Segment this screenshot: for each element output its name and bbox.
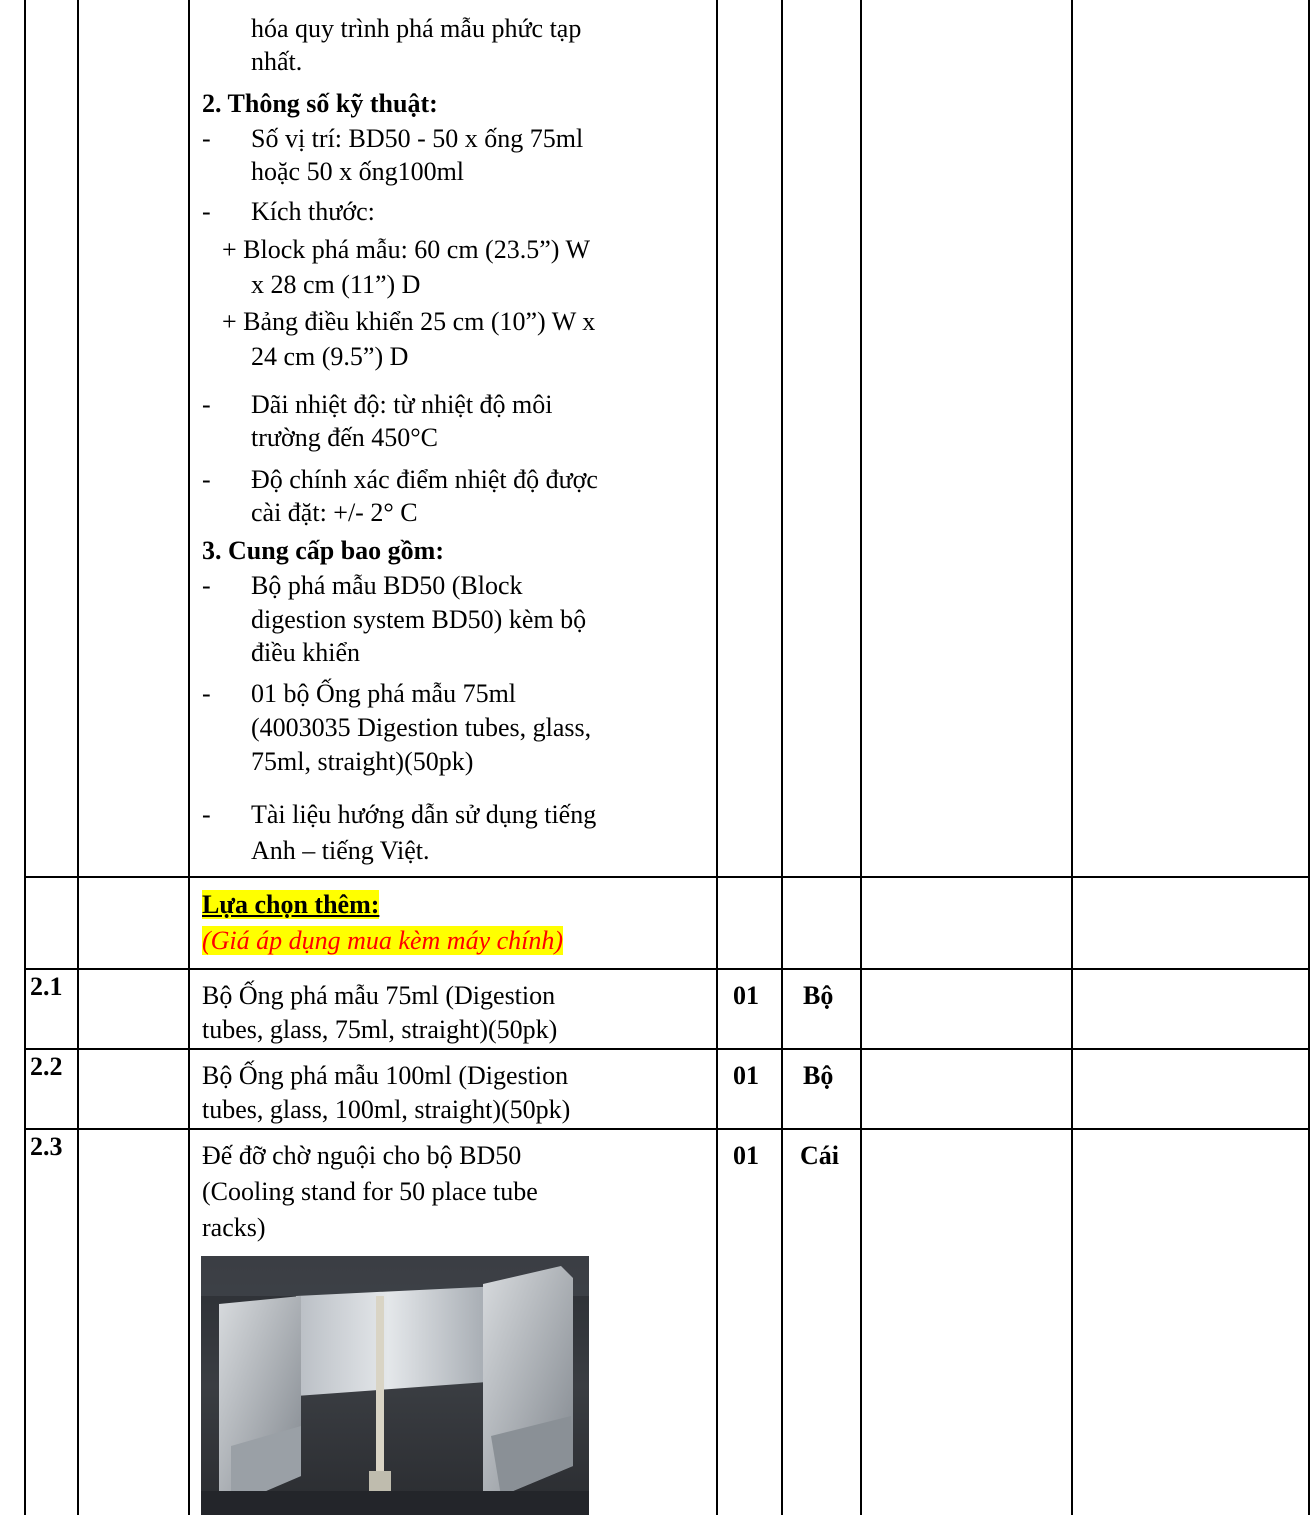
spec-line: x 28 cm (11”) D xyxy=(251,270,421,299)
row-number: 2.2 xyxy=(30,1052,63,1081)
spec-line: hoặc 50 x ống100ml xyxy=(251,157,465,186)
row-description: (Cooling stand for 50 place tube xyxy=(202,1177,538,1206)
spec-line: trường đến 450°C xyxy=(251,423,439,452)
supply-line: Tài liệu hướng dẫn sử dụng tiếng xyxy=(251,800,597,829)
row-description: Đế đỡ chờ nguội cho bộ BD50 xyxy=(202,1141,522,1170)
options-note-text: (Giá áp dụng mua kèm máy chính) xyxy=(202,926,564,955)
spec-line: + Block phá mẫu: 60 cm (23.5”) W xyxy=(222,235,590,264)
bullet-dash: - xyxy=(202,465,211,494)
spec-line: Độ chính xác điểm nhiệt độ được xyxy=(251,465,598,494)
table-border-col7 xyxy=(1071,0,1073,1515)
supply-line: (4003035 Digestion tubes, glass, xyxy=(251,713,592,742)
table-border-col6 xyxy=(860,0,862,1515)
bullet-dash: - xyxy=(202,679,211,708)
spec-line: Dãi nhiệt độ: từ nhiệt độ môi xyxy=(251,390,553,419)
options-title xyxy=(202,888,379,921)
description-line: nhất. xyxy=(251,47,303,76)
row-border-options-top xyxy=(24,876,1309,878)
row-border-2-2-top xyxy=(24,1048,1309,1050)
supply-line: Anh – tiếng Việt. xyxy=(251,836,430,865)
supply-line: digestion system BD50) kèm bộ xyxy=(251,605,587,634)
spec-line: Số vị trí: BD50 - 50 x ống 75ml xyxy=(251,124,584,153)
table-border-col2 xyxy=(77,0,79,1515)
bullet-dash: - xyxy=(202,390,211,419)
supply-line: 01 bộ Ống phá mẫu 75ml xyxy=(251,679,517,708)
options-title-text: Lựa chọn thêm: xyxy=(202,890,380,919)
row-border-2-1-top xyxy=(24,968,1309,970)
table-border-col5 xyxy=(781,0,783,1515)
bullet-dash: - xyxy=(202,800,211,829)
row-unit: Bộ xyxy=(803,981,834,1010)
cooling-stand-photo xyxy=(201,1256,589,1515)
supply-line: 75ml, straight)(50pk) xyxy=(251,747,474,776)
row-description: racks) xyxy=(202,1213,266,1242)
row-description: tubes, glass, 75ml, straight)(50pk) xyxy=(202,1015,558,1044)
bullet-dash: - xyxy=(202,571,211,600)
spec-line: + Bảng điều khiển 25 cm (10”) W x xyxy=(222,307,596,336)
row-number: 2.3 xyxy=(30,1132,63,1161)
supply-line: điều khiển xyxy=(251,638,361,667)
table-border-col3 xyxy=(188,0,190,1515)
section-3-title: 3. Cung cấp bao gồm: xyxy=(202,536,444,565)
bullet-dash: - xyxy=(202,124,211,153)
spec-line: 24 cm (9.5”) D xyxy=(251,342,409,371)
table-border-col4 xyxy=(716,0,718,1515)
row-quantity: 01 xyxy=(733,1061,759,1090)
row-description: Bộ Ống phá mẫu 100ml (Digestion xyxy=(202,1061,569,1090)
table-border-left xyxy=(24,0,26,1515)
row-unit: Cái xyxy=(800,1141,839,1170)
table-border-right xyxy=(1308,0,1310,1515)
spec-line: Kích thước: xyxy=(251,197,375,226)
section-2-title: 2. Thông số kỹ thuật: xyxy=(202,89,438,118)
description-line: hóa quy trình phá mẫu phức tạp xyxy=(251,14,582,43)
row-description: Bộ Ống phá mẫu 75ml (Digestion xyxy=(202,981,556,1010)
row-unit: Bộ xyxy=(803,1061,834,1090)
row-border-2-3-top xyxy=(24,1128,1309,1130)
bullet-dash: - xyxy=(202,197,211,226)
row-description: tubes, glass, 100ml, straight)(50pk) xyxy=(202,1095,571,1124)
row-number: 2.1 xyxy=(30,972,63,1001)
options-note xyxy=(202,924,563,957)
spec-line: cài đặt: +/- 2° C xyxy=(251,498,418,527)
supply-line: Bộ phá mẫu BD50 (Block xyxy=(251,571,523,600)
row-quantity: 01 xyxy=(733,1141,759,1170)
row-quantity: 01 xyxy=(733,981,759,1010)
